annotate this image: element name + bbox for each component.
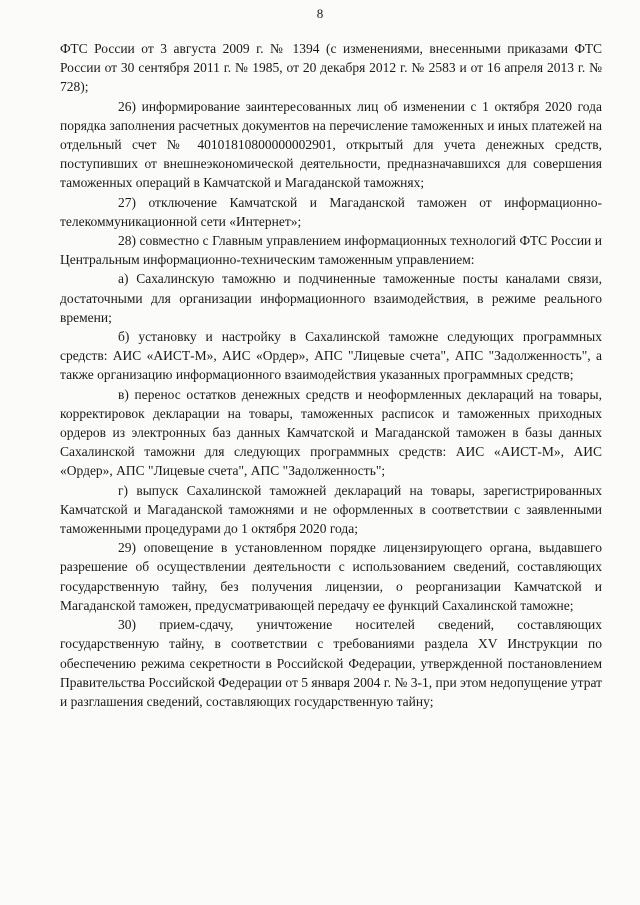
page-number: 8 (316, 6, 324, 21)
document-body (60, 39, 602, 711)
paragraph-item-30: 30) прием-сдачу, уничтожение носителей сведений, составляющих государственную тайну, в соответствии с требованиями раздела XV Инструкции по обеспечению режима секретности в Российской Федерации, утвержденной постановлением Правительства Российской Федерации от 5 января 2004 г. № 3-1, при этом недопущение утрат и разглашения сведений, составляющих государственную тайну; (60, 617, 602, 709)
paragraph-item-26: 26) информирование заинтересованных лиц об изменении с 1 октября 2020 года порядка заполнения расчетных документов на перечисление таможенных и иных платежей на отдельный счет № 40101810800000002901, открытый для учета денежных средств, поступивших от внешнеэкономической деятельности, предназначавшихся для совершения таможенных операций в Камчатской и Магаданской таможнях; (60, 98, 602, 191)
paragraph-subitem-g: г) выпуск Сахалинской таможней деклараций на товары, зарегистрированных Камчатской и Магаданской таможнями и не оформленных в соответствии с заявленными таможенными процедурами до 1 октября 2020 года; (60, 482, 602, 537)
paragraph-continuation: ФТС России от 3 августа 2009 г. № 1394 (с изменениями, внесенными приказами ФТС России от 30 сентября 2011 г. № 1985, от 20 декабря 2012 г. № 2583 и от 16 апреля 2013 г. № 728); (60, 41, 602, 95)
paragraph-item-28: 28) совместно с Главным управлением информационных технологий ФТС России и Центральным информационно-техническим таможенным управлением: (60, 233, 602, 268)
paragraph-subitem-v: в) перенос остатков денежных средств и неоформленных деклараций на товары, корректировок декларации на товары, таможенных расписок и таможенных приходных ордеров из электронных баз данных Камчатской и Магаданской таможен в базы данных Сахалинской таможни для следующих программных средств: АИС «АИСТ-М», АИС «Ордер», АПС "Лицевые счета", АПС "Задолженность"; (60, 386, 602, 479)
paragraph-subitem-a: а) Сахалинскую таможню и подчиненные таможенные посты каналами связи, достаточными для организации информационного взаимодействия, в режиме реального времени; (60, 271, 602, 325)
paragraph-item-27: 27) отключение Камчатской и Магаданской таможен от информационно-телекоммуникационной сети «Интернет»; (60, 194, 602, 229)
paragraph-subitem-b: б) установку и настройку в Сахалинской таможне следующих программных средств: АИС «АИСТ-М», АИС «Ордер», АПС "Лицевые счета", АПС "Задолженность", а также организацию информационного взаимодействия указанных программных средств; (60, 329, 602, 383)
paragraph-item-29: 29) оповещение в установленном порядке лицензирующего органа, выдавшего разрешение об осуществлении деятельности с использованием сведений, составляющих государственную тайну, без получения лицензии, о реорганизации Камчатской и Магаданской таможен, предусматривающей передачу ее функций Сахалинской таможне; (60, 540, 602, 613)
